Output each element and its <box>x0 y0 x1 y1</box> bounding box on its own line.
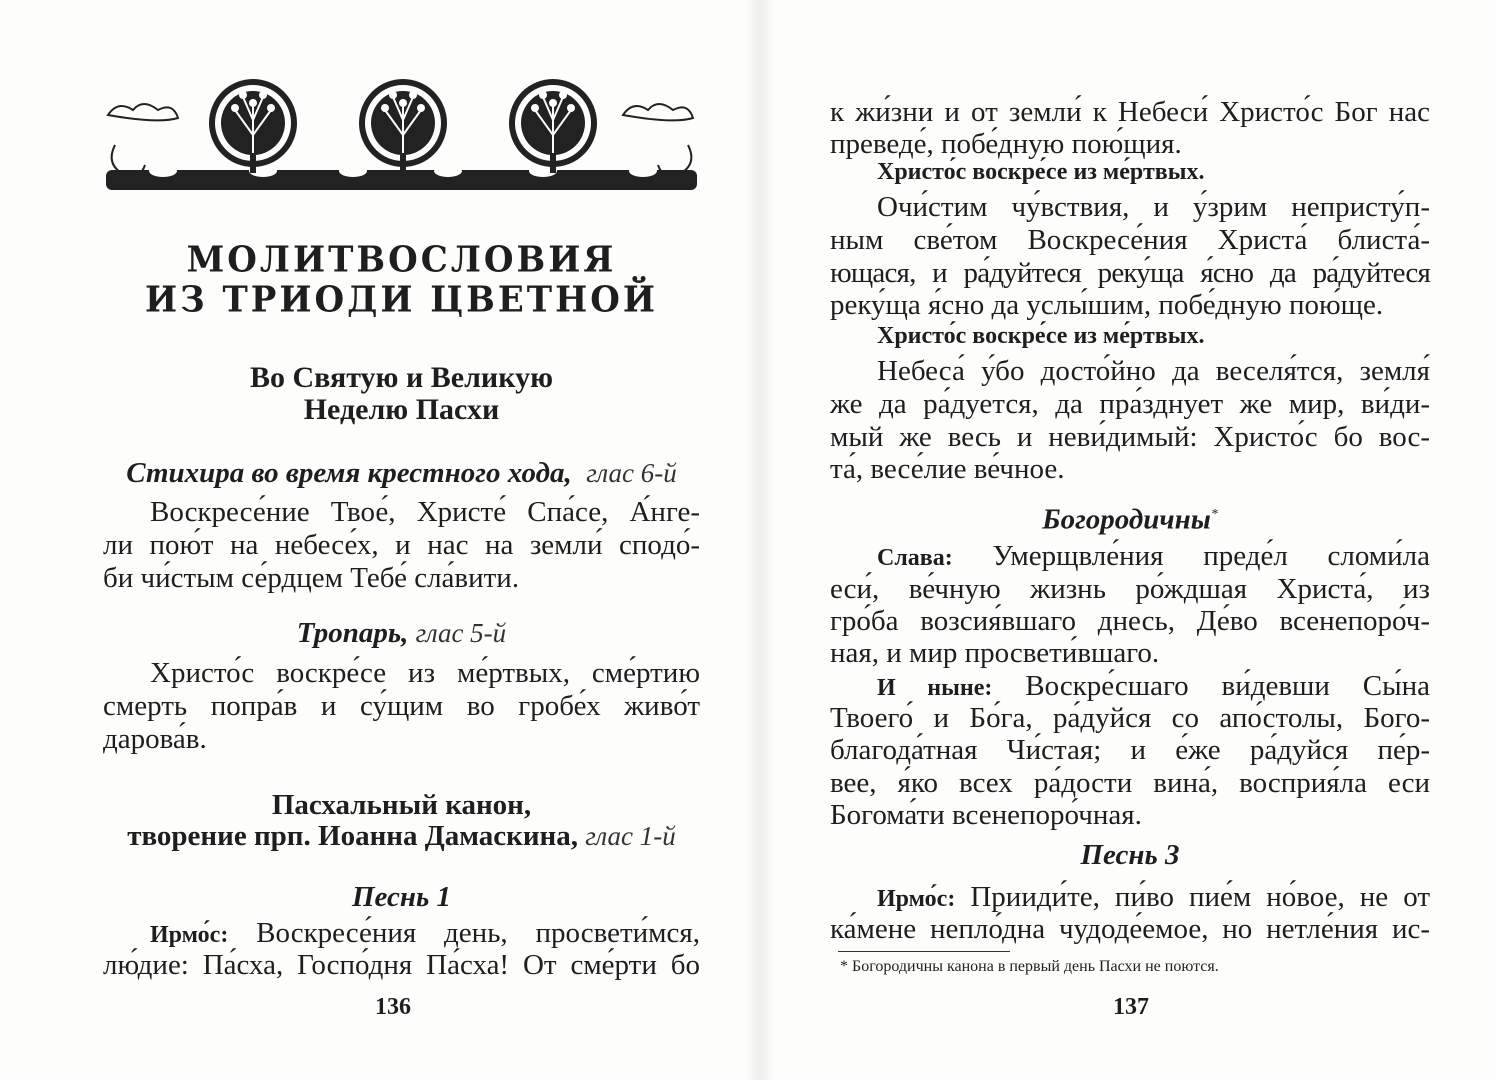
theotokia-title <box>830 498 1430 536</box>
song-title: Песнь 3 <box>1080 839 1180 871</box>
tone: глас 5-й <box>415 618 507 648</box>
text: Умерщвле́ния преде́л сломи́ла <box>992 540 1430 572</box>
text-line: ли пою́т на небесе́х, и нас на земли́ сподо́- <box>103 529 700 561</box>
footnote-mark: * <box>1210 507 1218 522</box>
canon-author: творение прп. Иоанна Дамаскина, <box>127 820 578 852</box>
stichera-heading <box>103 456 700 490</box>
text-line: Воскресе́ние Твое́, Христе́ Спа́се, А́нге- <box>150 496 700 528</box>
text-line: смерть попра́в и су́щим во гробе́х живо́т <box>103 690 700 722</box>
song-title: Песнь 1 <box>351 881 452 913</box>
text-line: би чи́стым се́рдцем Тебе́ сла́вити. <box>103 562 520 594</box>
heading: Неделю Пасхи <box>303 393 500 426</box>
text-line: Очи́стим чу́вствия, и у́зрим непристу́п- <box>877 191 1430 223</box>
tone: глас 1-й <box>585 821 676 851</box>
tree-icon <box>359 79 447 173</box>
canon-title: Пасхальный канон, <box>271 789 532 821</box>
irmos-label: Ирмо́с: <box>150 922 229 948</box>
now-label: И ныне: <box>877 675 993 701</box>
text-line: вее, я́ко всех ра́дости вина́, восприя́ла еси <box>830 767 1430 799</box>
tree-icon <box>209 79 297 173</box>
canon-subtitle <box>103 819 700 853</box>
tone: глас 6-й <box>586 458 677 488</box>
text-line: ка́мене непло́дна чудоде́емое, но нетле́ния ис- <box>830 913 1430 945</box>
text: Воскре́сшаго ви́девши Сы́на <box>1025 670 1430 702</box>
footnote: * Богородичны канона в первый день Пасхи не поются. <box>840 958 1219 975</box>
page-number: 137 <box>1113 994 1149 1020</box>
text-line: та́, весе́лие ве́чное. <box>830 453 1065 485</box>
tree-ornament-header <box>103 75 700 193</box>
section-title: ИЗ ТРИОДИ ЦВЕТНОЙ <box>145 279 658 321</box>
refrain: Христо́с воскре́се из ме́ртвых. <box>877 323 1205 349</box>
tree-icon <box>509 79 597 173</box>
text-line <box>830 539 1430 573</box>
text-line <box>103 916 700 950</box>
glory-label: Слава: <box>877 545 953 571</box>
text-line: же да ра́дуется, да пра́зднует же мир, ви́ди- <box>830 388 1430 420</box>
text-line <box>830 880 1430 914</box>
stichera-title: Стихира во время крестного хода, <box>126 457 572 489</box>
text-line: лю́дие: Па́сха, Госпо́дня Па́сха! От сме́рти бо <box>103 949 700 981</box>
text: Воскресе́ния день, просвети́мся, <box>256 917 700 949</box>
book-spine <box>745 0 775 1080</box>
text-line: реку́ща я́сно да услы́шим, побе́дную пою́ще. <box>830 289 1384 321</box>
text-line: гро́ба возсия́вшаго днесь, Де́во всенепоро́ч- <box>830 605 1430 637</box>
text-line: еси́, ве́чную жизнь ро́ждшая Христа́, из <box>830 573 1430 605</box>
text-line <box>830 669 1430 703</box>
text-line: Христо́с воскре́се из ме́ртвых, сме́ртию <box>150 657 700 689</box>
page-number: 136 <box>375 994 411 1020</box>
text-line: Твоего́ и Бо́га, ра́дуйся со апо́столы, Бого- <box>830 702 1430 734</box>
text-line: Небеса́ у́бо досто́йно да веселя́тся, земля́ <box>877 355 1430 387</box>
text-line: мый же весь и неви́димый: Христо́с бо вос- <box>830 421 1430 453</box>
irmos-label: Ирмо́с: <box>877 886 956 912</box>
text-line: к жи́зни и от земли́ к Небеси́ Христо́с Бог нас <box>830 96 1430 128</box>
text-line: ющася, и ра́дуйтеся реку́ща я́сно да ра́дуйтеся <box>830 257 1430 289</box>
troparion-title: Тропарь, <box>296 617 409 649</box>
text-line: дарова́в. <box>103 723 207 755</box>
refrain: Христо́с воскре́се из ме́ртвых. <box>877 159 1205 185</box>
theotokia-text: Богородичны <box>1042 503 1211 536</box>
section-title: МОЛИТВОСЛОВИЯ <box>186 239 617 281</box>
footnote-divider <box>838 951 1010 952</box>
text-line: ным све́том Воскресе́ния Христа́ блиста́- <box>830 224 1430 256</box>
text-line: Богома́ти всенепоро́чная. <box>830 799 1142 831</box>
text-line: ная, и мир просвети́вшаго. <box>830 637 1160 669</box>
text: Прииди́те, пи́во пие́м но́вое, не от <box>970 881 1430 913</box>
text-line: благода́тная Чи́стая; и е́же ра́дуйся пе́р- <box>830 734 1430 766</box>
troparion-heading <box>103 616 700 650</box>
text-line: преведе́, побе́дную пою́щия. <box>830 128 1182 160</box>
heading: Во Святую и Великую <box>250 361 553 394</box>
